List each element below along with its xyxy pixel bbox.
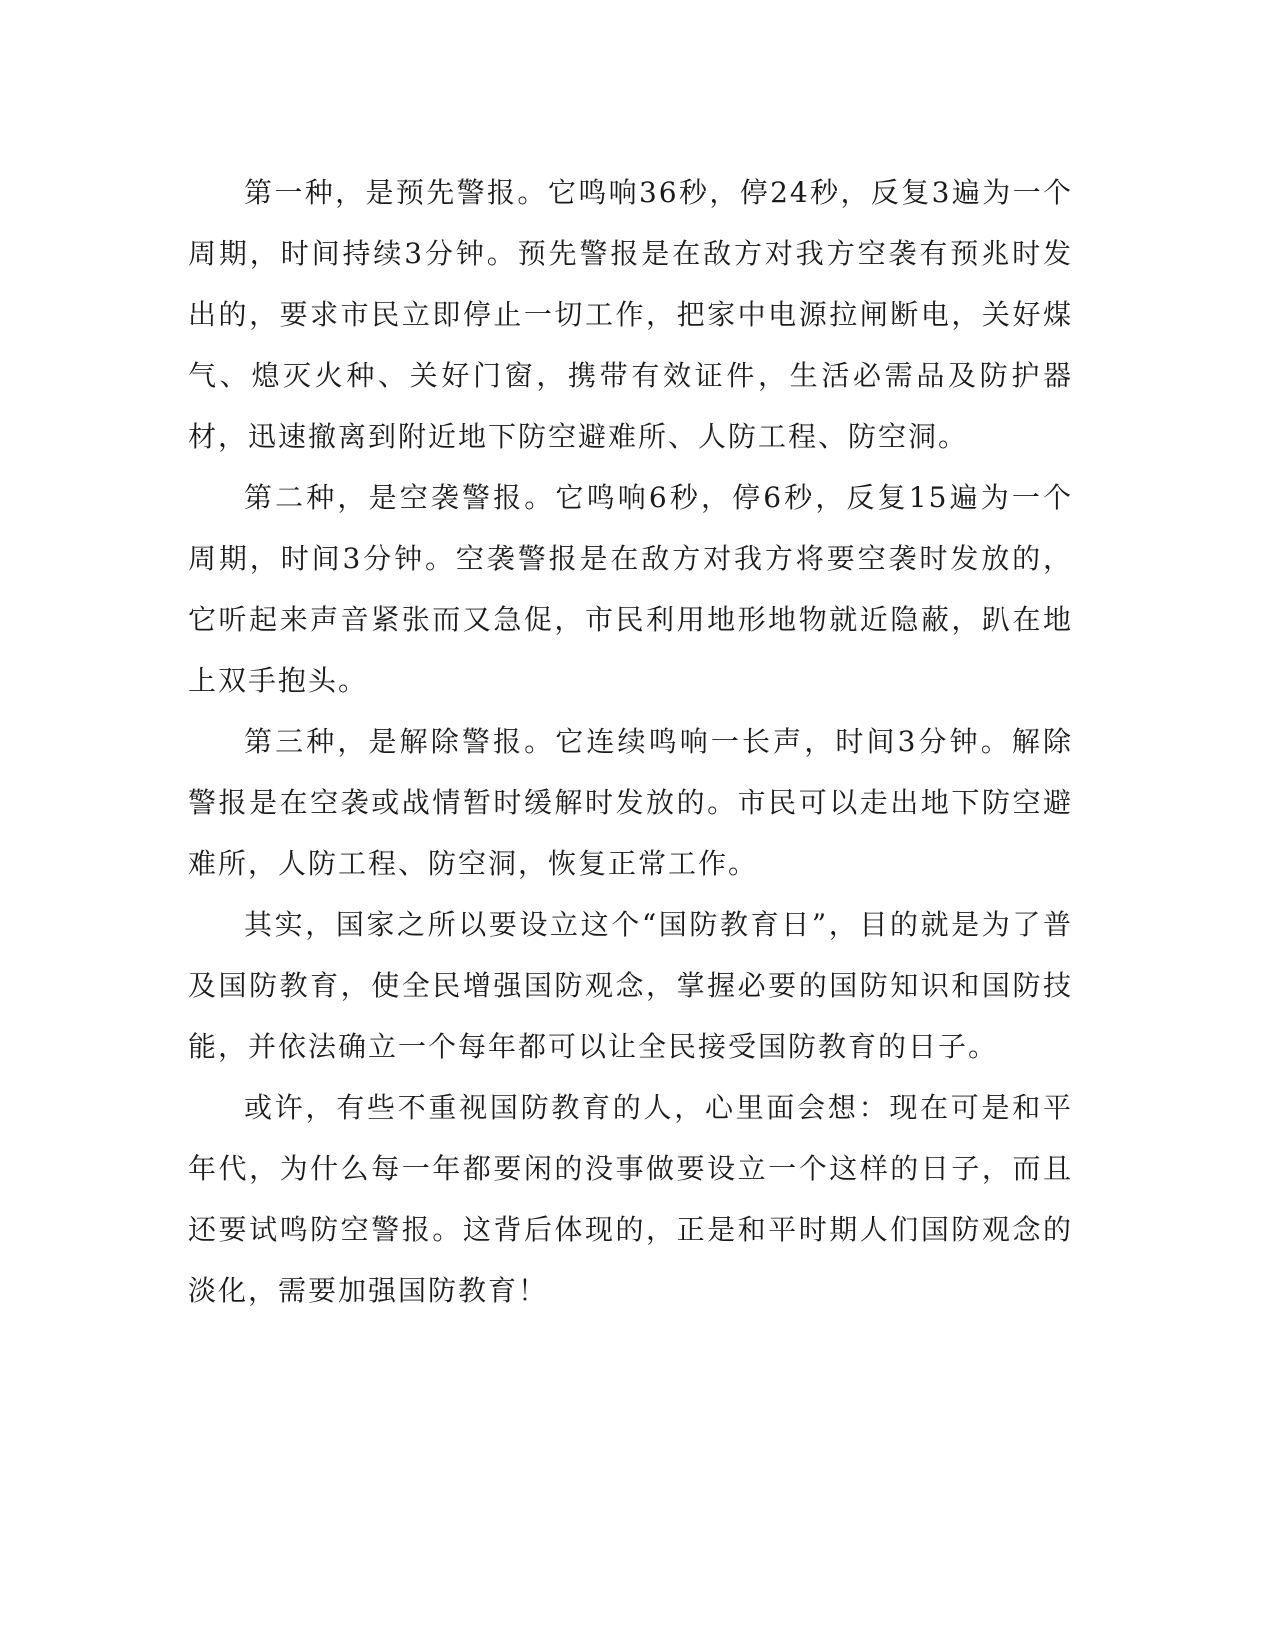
paragraph-early-warning: 第一种，是预先警报。它鸣响36秒，停24秒，反复3遍为一个周期，时间持续3分钟。预先警报是在敌方对我方空袭有预兆时发出的，要求市民立即停止一切工作，把家中电源拉闸断电，关好煤气、熄灭火种、关好门窗，携带有效证件，生活必需品及防护器材，迅速撤离到附近地下防空避难所、人防工程、防空洞。 xyxy=(188,176,1073,453)
paragraph-all-clear: 第三种，是解除警报。它连续鸣响一长声，时间3分钟。解除警报是在空袭或战情暂时缓解时发放的。市民可以走出地下防空避难所，人防工程、防空洞，恢复正常工作。 xyxy=(188,725,1073,880)
paragraph-air-raid-warning: 第二种，是空袭警报。它鸣响6秒，停6秒，反复15遍为一个周期，时间3分钟。空袭警报是在敌方对我方将要空袭时发放的，它听起来声音紧张而又急促，市民利用地形地物就近隐蔽，趴在地上双手抱头。 xyxy=(188,481,1073,697)
document-body xyxy=(188,162,1073,1321)
paragraph-defense-day-purpose: 其实，国家之所以要设立这个“国防教育日”，目的就是为了普及国防教育，使全民增强国防观念，掌握必要的国防知识和国防技能，并依法确立一个每年都可以让全民接受国防教育的日子。 xyxy=(188,908,1073,1063)
paragraph-conclusion: 或许，有些不重视国防教育的人，心里面会想：现在可是和平年代，为什么每一年都要闲的没事做要设立一个这样的日子，而且还要试鸣防空警报。这背后体现的，正是和平时期人们国防观念的淡化，需要加强国防教育！ xyxy=(188,1091,1073,1307)
